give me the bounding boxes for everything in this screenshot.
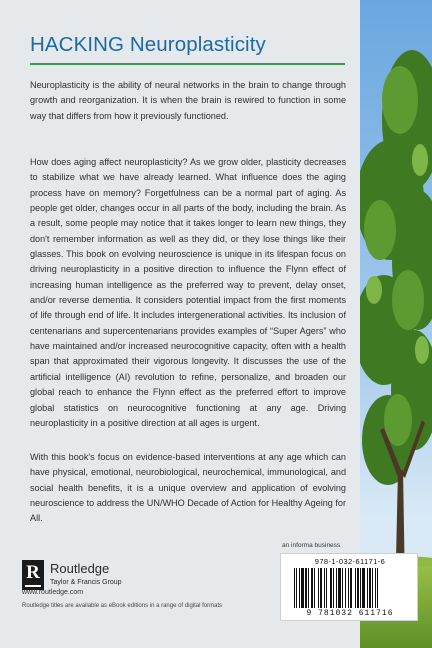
publisher-subtitle: Taylor & Francis Group — [50, 579, 122, 586]
publisher-url: www.routledge.com — [22, 589, 84, 596]
book-title: HACKING Neuroplasticity — [30, 33, 266, 56]
ebook-footnote: Routledge titles are available as eBook editions in a range of digital formats — [22, 603, 223, 609]
isbn-text: 978-1-032-61171-6 — [314, 557, 386, 566]
informa-tagline: an informa business — [282, 542, 341, 549]
paragraph-intro: Neuroplasticity is the ability of neural networks in the brain to change through growth and reorganization. It is when the brain is rewired to function in some way that differs from how it previously functioned. — [30, 80, 346, 121]
routledge-r-logo-icon: R — [22, 560, 44, 590]
title-rule — [30, 63, 345, 65]
publisher-name: Routledge — [50, 561, 110, 576]
barcode-bars — [294, 568, 406, 608]
paragraph-aging: How does aging affect neuroplasticity? As we grow older, plasticity decreases to stabilize what we have already learned. What influence does the aging process have on memory? Forgetfulness can be a normal part of aging. As people get older, changes occur in all parts of the body, including the brain. As a result, some people may notice that it takes longer to learn new things, they don't remember information as well as they did, or they lose things like their glasses. This book on evolving neuroscience is unique in its lifespan focus on driving neuroplasticity in a positive direction to influence the Flynn effect of increasing human intelligence as the preferred way to prevent, delay onset, and/or reverse dementia. It considers potential impact from the first moments of life through end of life. It includes intergenerational activities. Its inclusion of centenarians and supercentenarians provides examples of “Super Agers” who have maintained and/or increased neurocognitive capacity, often with a health span that approximated their vigorous longevity. It discusses the use of the artificial intelligence (AI) revolution to refine, personalize, and broaden our global reach to enhance the Flynn effect as the preferred effort to improve global statistics on neurocognitive functioning at any age. Driving neuroplasticity in a positive direction at all ages is urgent. — [30, 157, 346, 428]
paragraph-interventions: With this book's focus on evidence-based interventions at any age which can have physical, emotional, neurobiological, neurochemical, immunological, and social health benefits, it is a unique overview and application of evolving neuroscience to address the UN/WHO Decade of Action for Healthy Ageing for All. — [30, 452, 346, 524]
tree-in-field-image — [360, 0, 432, 648]
barcode-number: 9 781032 611716 — [306, 609, 394, 618]
isbn-barcode — [280, 553, 418, 621]
